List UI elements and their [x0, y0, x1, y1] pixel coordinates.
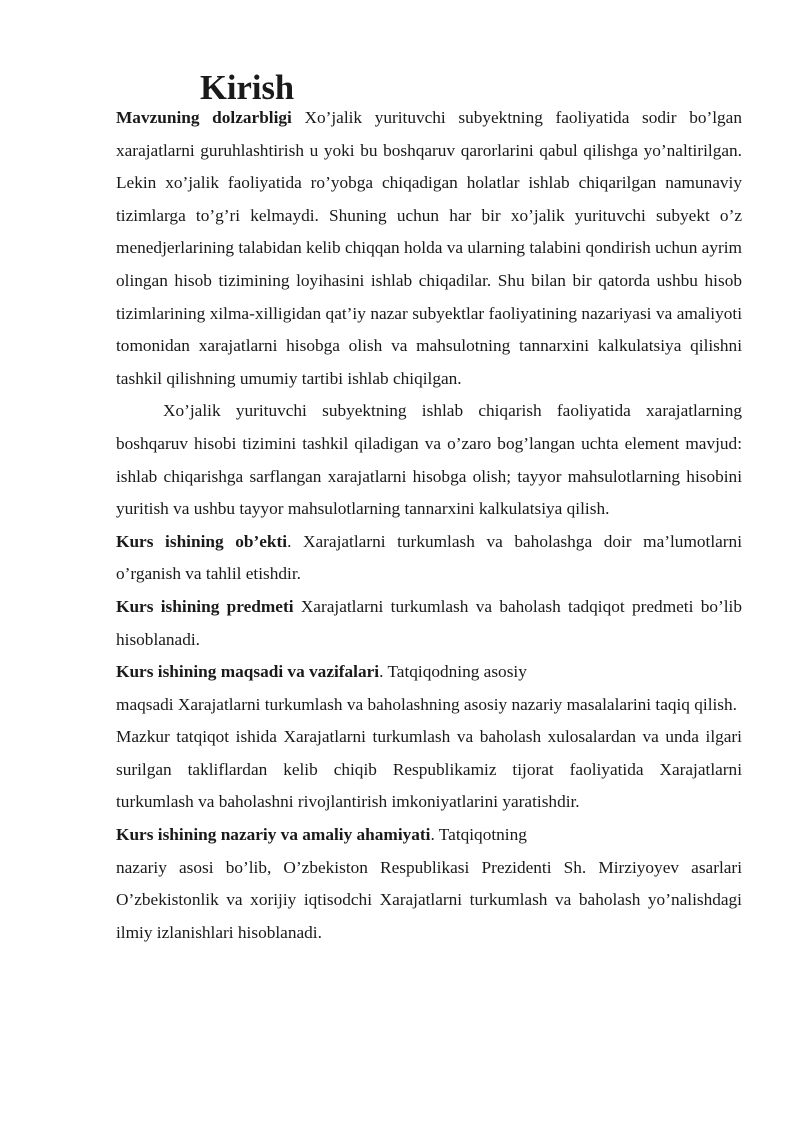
significance-paragraph [116, 819, 742, 852]
object-paragraph [116, 526, 742, 591]
goal-detail-paragraph: maqsadi Xarajatlarni turkumlash va baholashning asosiy nazariy masalalarini taqiq qilish. [116, 694, 737, 714]
goals-paragraph [116, 656, 742, 689]
significance-text: . Tatqiqotning [430, 825, 527, 845]
accounting-elements-paragraph: Xo’jalik yurituvchi subyektning ishlab chiqarish faoliyatida xarajatlarning boshqaruv hisobi tizimini tashkil qiladigan va o’zaro bog’langan uchta element mavjud: ishlab chiqarishga sarflangan xarajatlarni hisobga olish; tayyor mahsulotlarning hisobini yuritish va ushbu tayyor mahsulotlarning tannarxini kalkulatsiya qilish. [116, 401, 742, 519]
goals-text: . Tatqiqodning asosiy [379, 662, 527, 682]
relevance-text: Xo’jalik yurituvchi subyektning faoliyatida sodir bo’lgan xarajatlarni guruhlashtirish u yoki bu boshqaruv qarorlarini qabul qilishga yo’naltirilgan. Lekin xo’jalik faoliyatida ro’yobga chiqadigan holatlar ishlab chiqarilgan namunaviy tizimlarga to’g’ri kelmaydi. Shuning uchun har bir xo’jalik yurituvchi subyekt o’z menedjerlarining talabidan kelib chiqqan holda va ularning talabini qondirish uchun ayrim olingan hisob tizimining loyihasini ishlab chiqadilar. Shu bilan bir qatorda ushbu hisob tizimlarining xilma-xilligidan qat’iy nazar subyektlar faoliyatining nazariyasi va amaliyoti tomonidan xarajatlarni hisobga olish va mahsulotning tannarxini kalkulatsiya qilishni tashkil qilishning umumiy tartibi ishlab chiqilgan. [116, 108, 742, 388]
document-page [116, 69, 742, 949]
subject-label: Kurs ishining predmeti [116, 596, 294, 616]
study-aim-paragraph: Mazkur tatqiqot ishida Xarajatlarni turkumlash va baholash xulosalardan va unda ilgari surilgan takliflardan kelib chiqib Respublikamiz tijorat faoliyatida Xarajatlarni turkumlash va baholashni rivojlantirish imkoniyatlarini yaratishdir. [116, 727, 742, 812]
theoretical-basis-paragraph: nazariy asosi bo’lib, O’zbekiston Respublikasi Prezidenti Sh. Mirziyoyev asarlari O’zbekistonlik va xorijiy iqtisodchi Xarajatlarni turkumlash va baholash yo’nalishdagi ilmiy izlanishlari hisoblanadi. [116, 857, 742, 942]
section-heading: Kirish [200, 69, 295, 107]
goals-label: Kurs ishining maqsadi va vazifalari [116, 662, 380, 682]
relevance-label: Mavzuning dolzarbligi [116, 108, 292, 127]
object-text: . Xarajatlarni turkumlash va baholashga doir ma’lumotlarni o’rganish va tahlil etishdir. [116, 531, 742, 584]
subject-paragraph [116, 591, 742, 656]
object-label: Kurs ishining ob’ekti [116, 531, 288, 551]
significance-label: Kurs ishining nazariy va amaliy ahamiyati [116, 825, 431, 845]
subject-text: Xarajatlarni turkumlash va baholash tadqiqot predmeti bo’lib hisoblanadi. [116, 596, 742, 649]
relevance-paragraph [116, 102, 742, 395]
